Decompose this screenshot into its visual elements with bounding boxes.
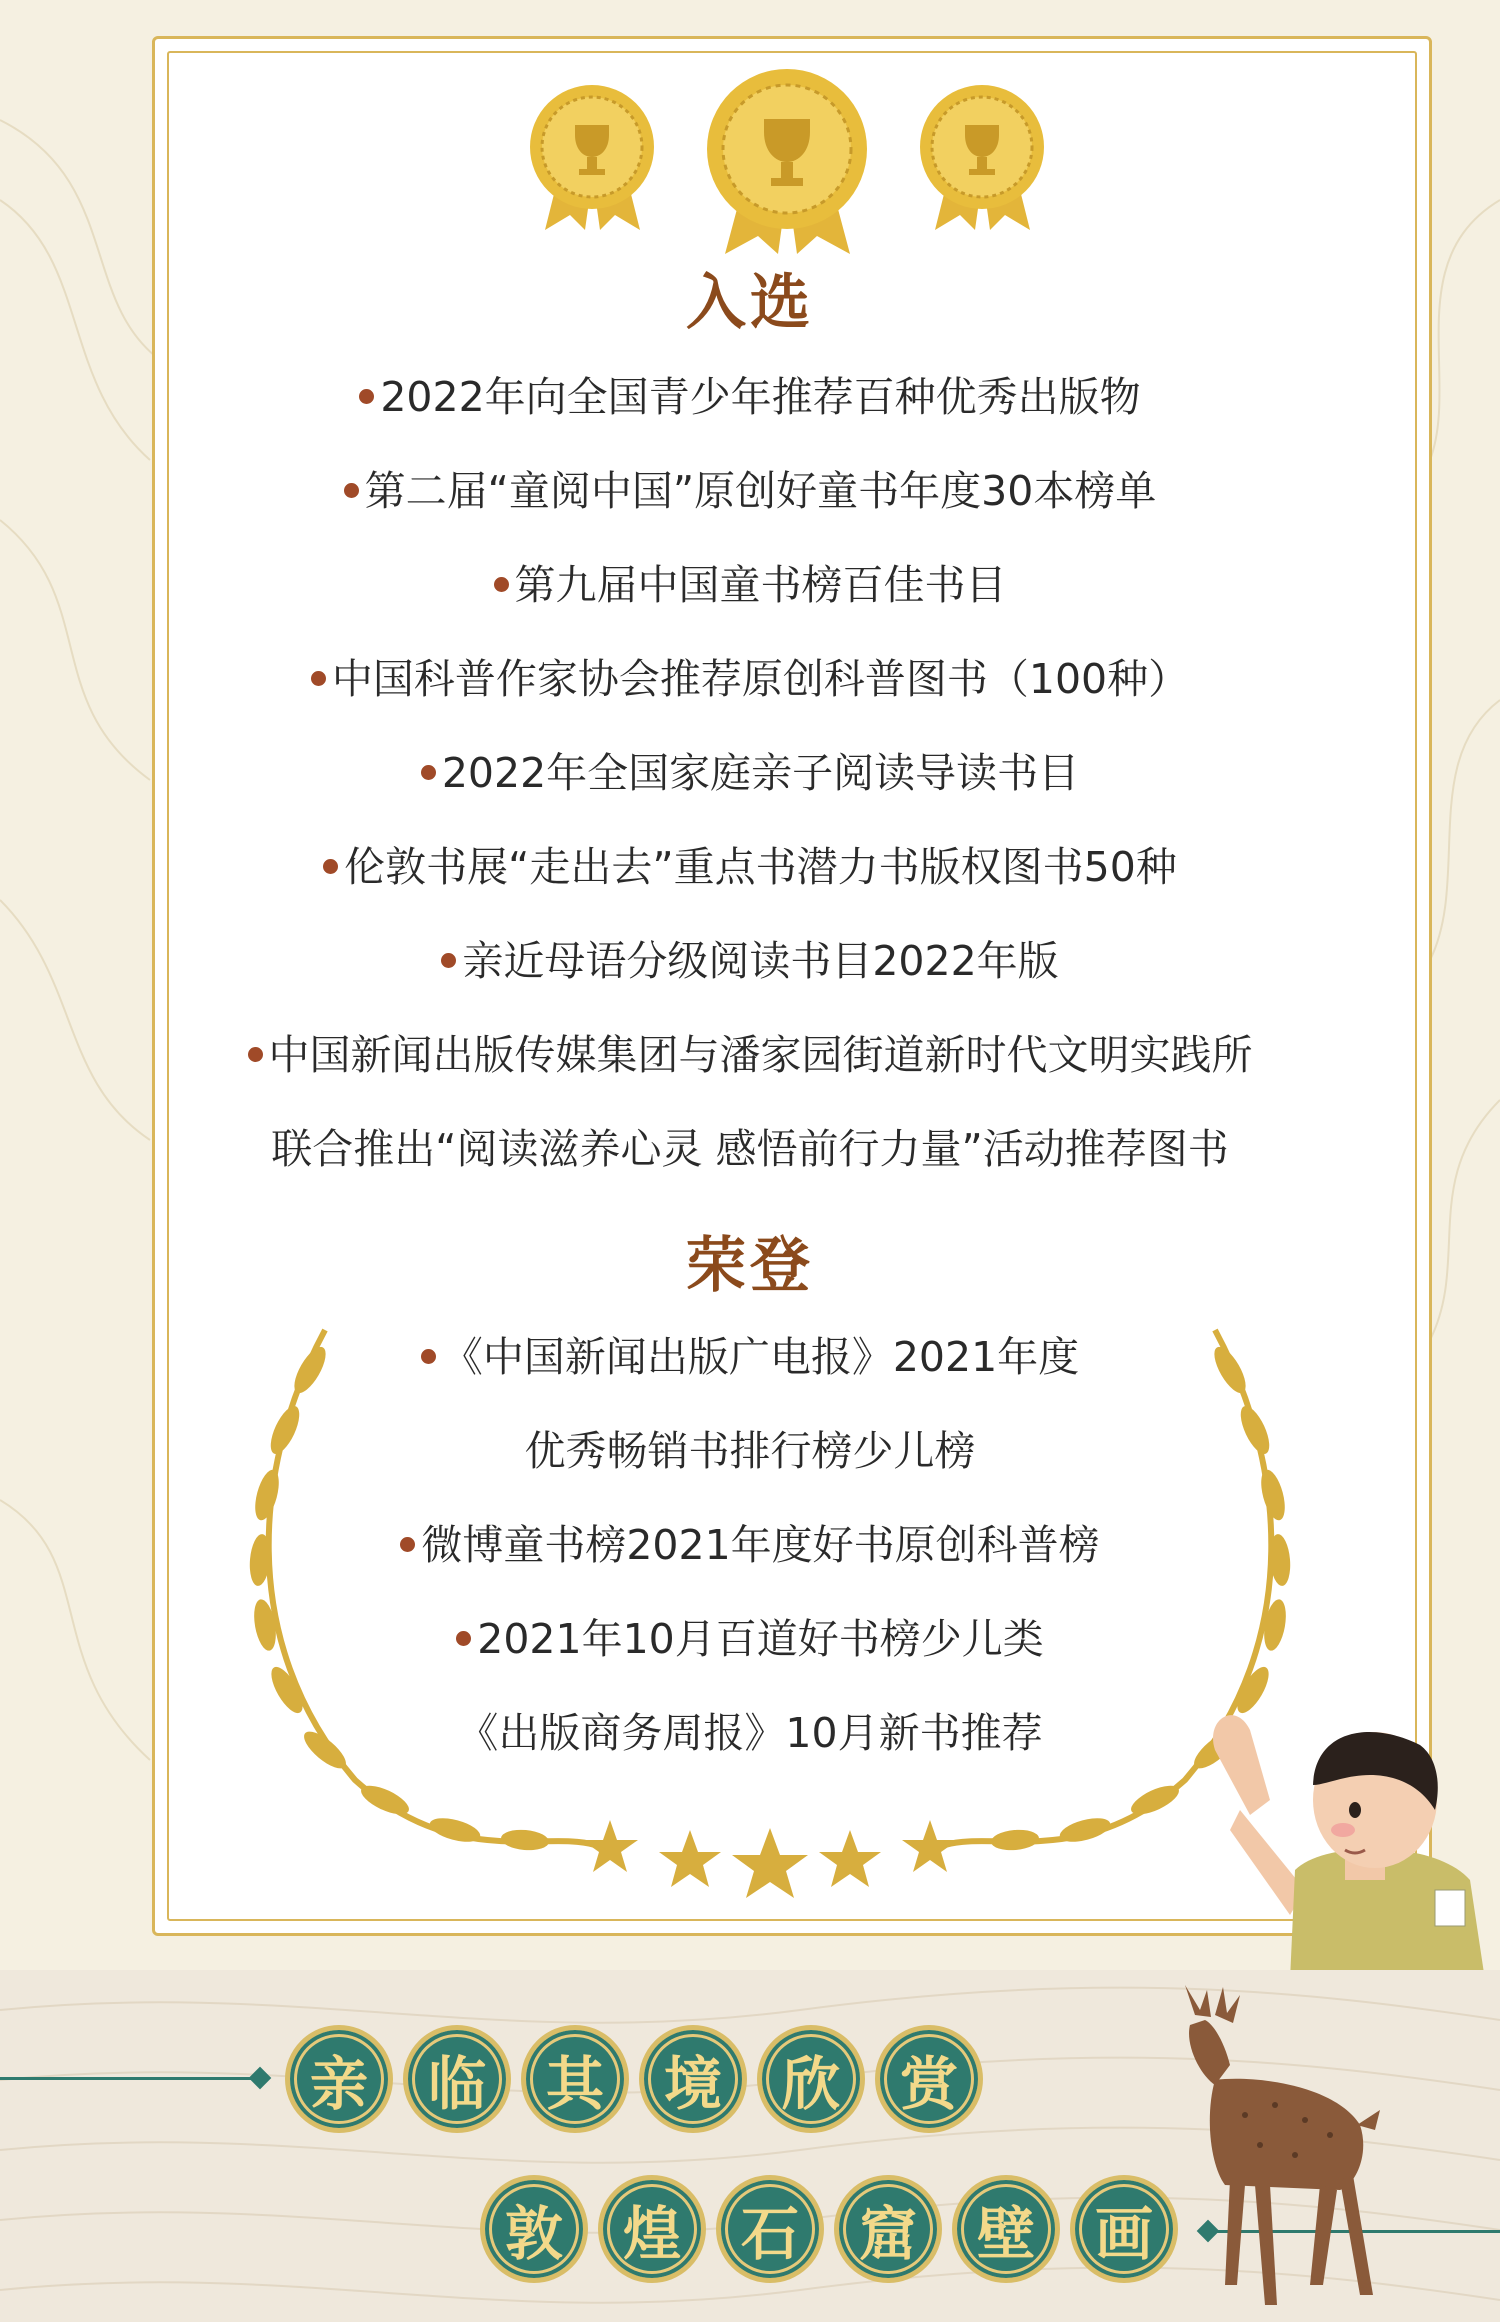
- selected-item-continuation: [0, 1124, 1500, 1174]
- selected-item: [0, 1030, 1500, 1080]
- deer-mural-illustration: [1145, 1985, 1385, 2320]
- banner-char-seal: 其: [521, 2025, 629, 2133]
- bullet-icon: [494, 577, 509, 592]
- banner-char-seal: 窟: [834, 2175, 942, 2283]
- banner-char-seal: 亲: [285, 2025, 393, 2133]
- item-text: 伦敦书展“走出去”重点书潜力书版权图书50种: [344, 843, 1177, 891]
- left-medal-icon: [525, 80, 660, 235]
- item-text: 中国科普作家协会推荐原创科普图书（100种）: [331, 655, 1190, 703]
- selected-item: [0, 560, 1500, 610]
- bullet-icon: [441, 953, 456, 968]
- banner-char-seal: 赏: [875, 2025, 983, 2133]
- bullet-icon: [456, 1631, 471, 1646]
- listed-item: [0, 1520, 1500, 1570]
- listed-section-title: 荣登: [686, 1231, 814, 1301]
- item-text: 第二届“童阅中国”原创好童书年度30本榜单: [364, 467, 1157, 515]
- center-medal-icon: [700, 64, 875, 259]
- bullet-icon: [400, 1537, 415, 1552]
- laurel-wreath-icon: [215, 1310, 1325, 1910]
- boy-illustration: [1195, 1690, 1500, 1980]
- item-text: 第九届中国童书榜百佳书目: [514, 561, 1007, 609]
- listed-item-continuation: [0, 1426, 1500, 1476]
- banner-char-seal: 画: [1070, 2175, 1178, 2283]
- selected-item: [0, 654, 1500, 704]
- banner-line-1: [285, 2025, 983, 2133]
- banner-char-seal: 石: [716, 2175, 824, 2283]
- bullet-icon: [323, 859, 338, 874]
- selected-item: [0, 466, 1500, 516]
- item-text: 2022年全国家庭亲子阅读导读书目: [441, 749, 1080, 797]
- bottom-banner-area: [0, 1970, 1500, 2322]
- listed-item: [0, 1332, 1500, 1382]
- banner-char-seal: 境: [639, 2025, 747, 2133]
- bullet-icon: [421, 1349, 436, 1364]
- item-text: 微博童书榜2021年度好书原创科普榜: [421, 1521, 1100, 1569]
- bullet-icon: [344, 483, 359, 498]
- listed-item: [0, 1614, 1500, 1664]
- bullet-icon: [421, 765, 436, 780]
- selected-item: [0, 842, 1500, 892]
- banner-char-seal: 煌: [598, 2175, 706, 2283]
- item-text: 亲近母语分级阅读书目2022年版: [462, 937, 1059, 985]
- selected-section-title: 入选: [686, 268, 814, 338]
- right-medal-icon: [915, 80, 1050, 235]
- bullet-icon: [359, 389, 374, 404]
- selected-item: [0, 748, 1500, 798]
- banner-line-2: [480, 2175, 1178, 2283]
- item-text: 联合推出“阅读滋养心灵 感悟前行力量”活动推荐图书: [271, 1125, 1229, 1173]
- item-text: 中国新闻出版传媒集团与潘家园街道新时代文明实践所: [268, 1031, 1253, 1079]
- item-text: 《出版商务周报》10月新书推荐: [457, 1709, 1043, 1757]
- selected-item: [0, 936, 1500, 986]
- banner-char-seal: 临: [403, 2025, 511, 2133]
- banner-char-seal: 敦: [480, 2175, 588, 2283]
- bullet-icon: [311, 671, 326, 686]
- banner-char-seal: 壁: [952, 2175, 1060, 2283]
- item-text: 《中国新闻出版广电报》2021年度: [441, 1333, 1080, 1381]
- selected-item: [0, 372, 1500, 422]
- item-text: 优秀畅销书排行榜少儿榜: [524, 1427, 976, 1475]
- item-text: 2022年向全国青少年推荐百种优秀出版物: [380, 373, 1141, 421]
- bullet-icon: [248, 1047, 263, 1062]
- banner-char-seal: 欣: [757, 2025, 865, 2133]
- item-text: 2021年10月百道好书榜少儿类: [477, 1615, 1044, 1663]
- banner-line-left: [0, 2077, 260, 2080]
